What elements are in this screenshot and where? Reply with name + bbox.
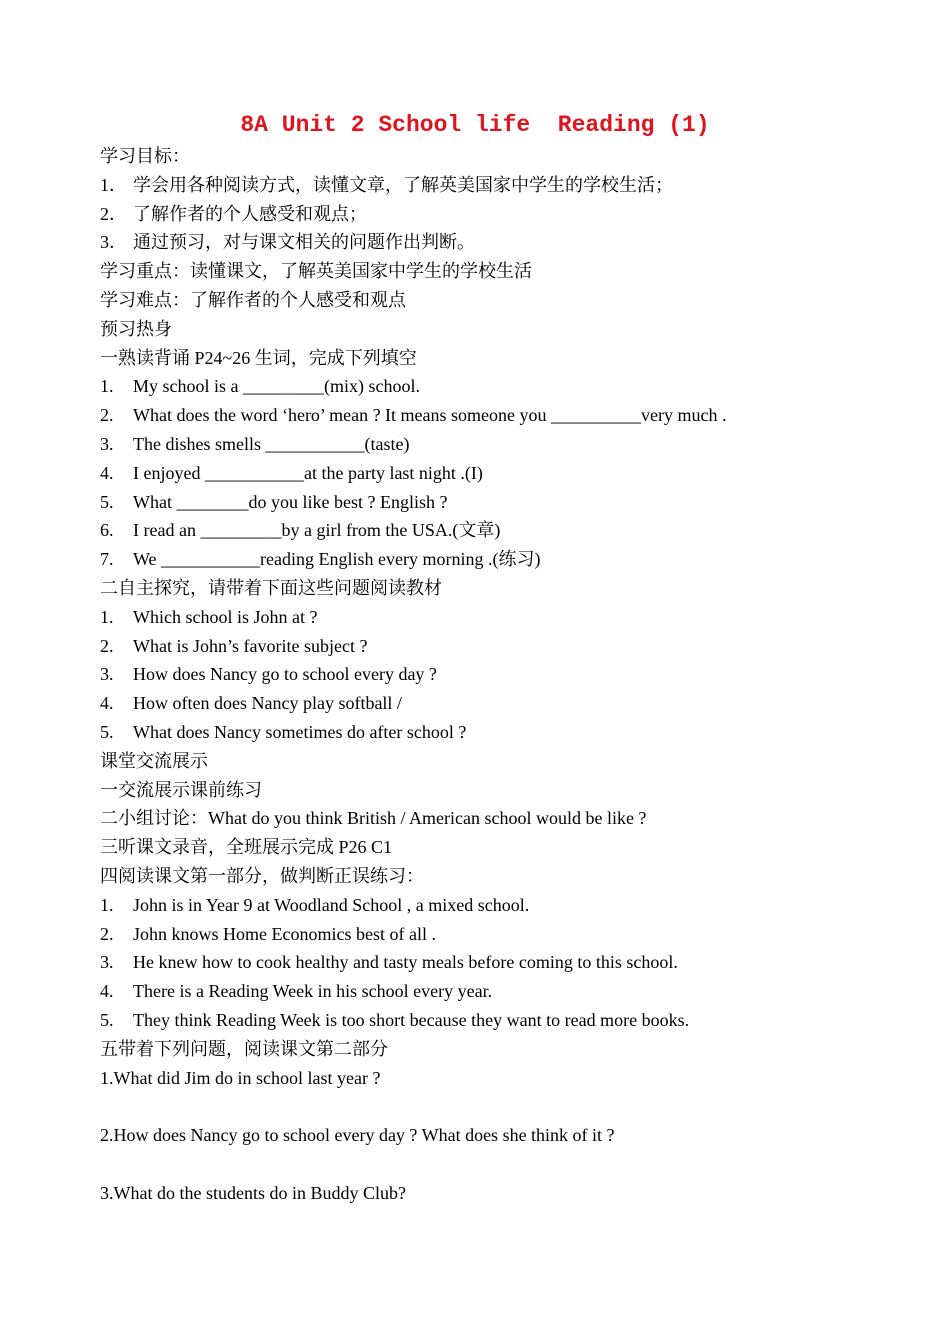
fill-blank-item [100, 401, 860, 430]
item-text: Which school is John at ? [133, 606, 318, 627]
preview-heading: 预习热身 [100, 318, 172, 339]
item-number: 1. [100, 606, 114, 627]
item-text: We ___________reading English every morning .(练习) [133, 549, 541, 570]
item-text: What ________do you like best ? English ? [133, 491, 448, 512]
item-text: There is a Reading Week in his school every year. [133, 981, 493, 1002]
item-number: 1． [100, 174, 127, 195]
part4-heading: 四阅读课文第一部分，做判断正误练习： [100, 865, 424, 886]
class-activity-3: 三听课文录音，全班展示完成 P26 C1 [100, 837, 393, 858]
item-number: 1. [100, 894, 114, 915]
item-number: 2. [100, 405, 114, 426]
item-text: John is in Year 9 at Woodland School , a mixed school. [133, 894, 530, 915]
reading-question-3: 3.What do the students do in Buddy Club? [100, 1182, 406, 1203]
class-activity-2: 二小组讨论：What do you think British / American school would be like ? [100, 808, 647, 829]
question-item [100, 689, 860, 718]
item-text: The dishes smells ___________(taste) [133, 433, 410, 454]
true-false-item [100, 977, 860, 1006]
true-false-item [100, 920, 860, 949]
item-text: I enjoyed ___________at the party last night .(I) [133, 462, 483, 483]
class-activity-1: 一交流展示课前练习 [100, 779, 262, 800]
item-number: 4. [100, 693, 114, 714]
part1-heading: 一熟读背诵 P24~26 生词，完成下列填空 [100, 347, 417, 368]
fill-blank-item [100, 430, 860, 459]
question-item [100, 718, 860, 747]
document-page [100, 108, 860, 1207]
true-false-item [100, 891, 860, 920]
item-text: My school is a _________(mix) school. [133, 376, 420, 397]
item-number: 2. [100, 635, 114, 656]
question-item [100, 632, 860, 661]
item-text: 学会用各种阅读方式，读懂文章，了解英美国家中学生的学校生活； [133, 174, 673, 195]
item-number: 2. [100, 923, 114, 944]
item-number: 1. [100, 376, 114, 397]
objective-item [100, 228, 860, 257]
item-text: How does Nancy go to school every day ? [133, 664, 437, 685]
objective-item [100, 200, 860, 229]
item-number: 4. [100, 462, 114, 483]
item-number: 5. [100, 721, 114, 742]
item-text: What does the word ‘hero’ mean ? It means someone you __________very much . [133, 405, 727, 426]
class-heading: 课堂交流展示 [100, 750, 208, 771]
reading-question-2: 2.How does Nancy go to school every day ? What does she think of it ? [100, 1125, 615, 1146]
item-number: 4. [100, 981, 114, 1002]
item-text: What is John’s favorite subject ? [133, 635, 368, 656]
objective-item [100, 171, 860, 200]
document-title: 8A Unit 2 School life Reading (1) [240, 112, 710, 138]
difficulty: 学习难点：了解作者的个人感受和观点 [100, 289, 406, 310]
item-number: 3. [100, 664, 114, 685]
part5-heading: 五带着下列问题，阅读课文第二部分 [100, 1038, 388, 1059]
key-point: 学习重点：读懂课文，了解英美国家中学生的学校生活 [100, 261, 532, 282]
fill-blank-item [100, 372, 860, 401]
item-text: I read an _________by a girl from the USA.(文章) [133, 520, 501, 541]
item-number: 5. [100, 491, 114, 512]
item-text: John knows Home Economics best of all . [133, 923, 436, 944]
item-number: 3. [100, 952, 114, 973]
item-number: 5. [100, 1009, 114, 1030]
part2-heading: 二自主探究，请带着下面这些问题阅读教材 [100, 577, 442, 598]
true-false-item [100, 948, 860, 977]
fill-blank-item [100, 545, 860, 574]
item-number: 3. [100, 433, 114, 454]
item-text: How often does Nancy play softball / [133, 693, 402, 714]
item-number: 7. [100, 549, 114, 570]
reading-question-1: 1.What did Jim do in school last year ? [100, 1067, 381, 1088]
item-number: 6. [100, 520, 114, 541]
fill-blank-item [100, 459, 860, 488]
fill-blank-item [100, 516, 860, 545]
item-text: He knew how to cook healthy and tasty meals before coming to this school. [133, 952, 678, 973]
item-text: 了解作者的个人感受和观点； [133, 203, 367, 224]
objectives-heading: 学习目标： [100, 146, 190, 166]
true-false-item [100, 1006, 860, 1035]
item-text: What does Nancy sometimes do after school ? [133, 721, 467, 742]
item-number: 2． [100, 203, 127, 224]
question-item [100, 603, 860, 632]
answer-space [100, 1150, 860, 1179]
fill-blank-item [100, 488, 860, 517]
item-text: They think Reading Week is too short because they want to read more books. [133, 1009, 690, 1030]
answer-space [100, 1092, 860, 1121]
item-number: 3． [100, 232, 127, 253]
question-item [100, 660, 860, 689]
item-text: 通过预习，对与课文相关的问题作出判断。 [133, 232, 475, 253]
